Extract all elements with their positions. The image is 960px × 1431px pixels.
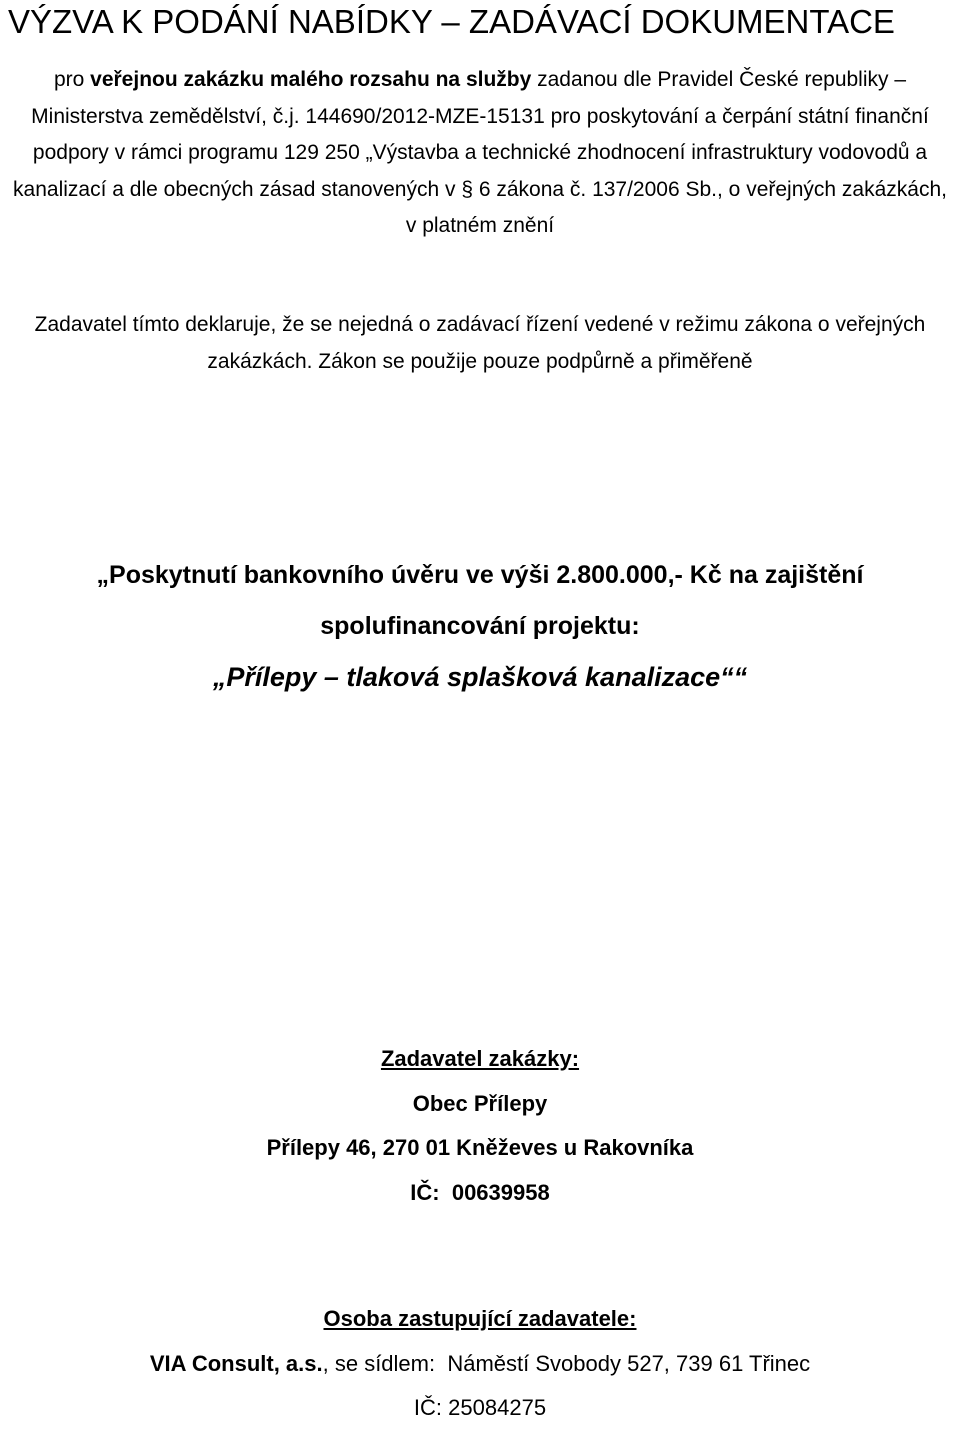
intro-prefix: pro xyxy=(53,68,91,91)
document-title: VÝZVA K PODÁNÍ NABÍDKY – ZADÁVACÍ DOKUMENTACE xyxy=(8,3,895,40)
representative-ic-value: 25084275 xyxy=(448,1395,547,1420)
client-ic-label: IČ: xyxy=(410,1179,440,1205)
intro-paragraph xyxy=(8,62,952,245)
representative-seat-label: , se sídlem: xyxy=(322,1350,436,1376)
representative-seat-value: Náměstí Svobody 527, 739 61 Třinec xyxy=(447,1350,811,1376)
subject-line-1: „Poskytnutí bankovního úvěru ve výši 2.800.000,- Kč na zajištění xyxy=(96,561,864,589)
client-ic xyxy=(8,1171,952,1216)
intro-legal-basis: zadanou dle Pravidel České republiky – Ministerstva zemědělství, č.j. 144690/2012-MZE-15131 pro poskytování a čerpání státní finanční podpory v rámci programu 129 250 „Výstavba a technické zhodnocení infrastruktury vodovodů a kanalizací a dle obecných zásad stanovených v § 6 zákona č. 137/2006 Sb., o veřejných zakázkách, v platném znění xyxy=(13,68,947,237)
declaration-paragraph: Zadavatel tímto deklaruje, že se nejedná o zadávací řízení vedené v režimu zákona o veřejných zakázkách. Zákon se použije pouze podpůrně a přiměřeně xyxy=(34,313,926,373)
representative-block xyxy=(8,1297,952,1431)
client-name: Obec Přílepy xyxy=(412,1090,548,1116)
contract-subject xyxy=(8,550,952,703)
representative-ic xyxy=(8,1386,952,1431)
client-block xyxy=(8,1037,952,1215)
representative-line xyxy=(8,1342,952,1387)
representative-heading: Osoba zastupující zadavatele: xyxy=(323,1306,637,1331)
intro-contract-type: veřejnou zakázku malého rozsahu na služby xyxy=(90,68,532,91)
representative-ic-label: IČ: xyxy=(413,1395,443,1420)
representative-name: VIA Consult, a.s. xyxy=(149,1350,323,1376)
project-name: „Přílepy – tlaková splašková kanalizace““ xyxy=(212,662,748,692)
subject-line-2: spolufinancování projektu: xyxy=(320,612,640,640)
client-ic-value: 00639958 xyxy=(451,1179,550,1205)
client-address: Přílepy 46, 270 01 Kněževes u Rakovníka xyxy=(266,1135,694,1160)
client-heading: Zadavatel zakázky: xyxy=(380,1046,580,1071)
